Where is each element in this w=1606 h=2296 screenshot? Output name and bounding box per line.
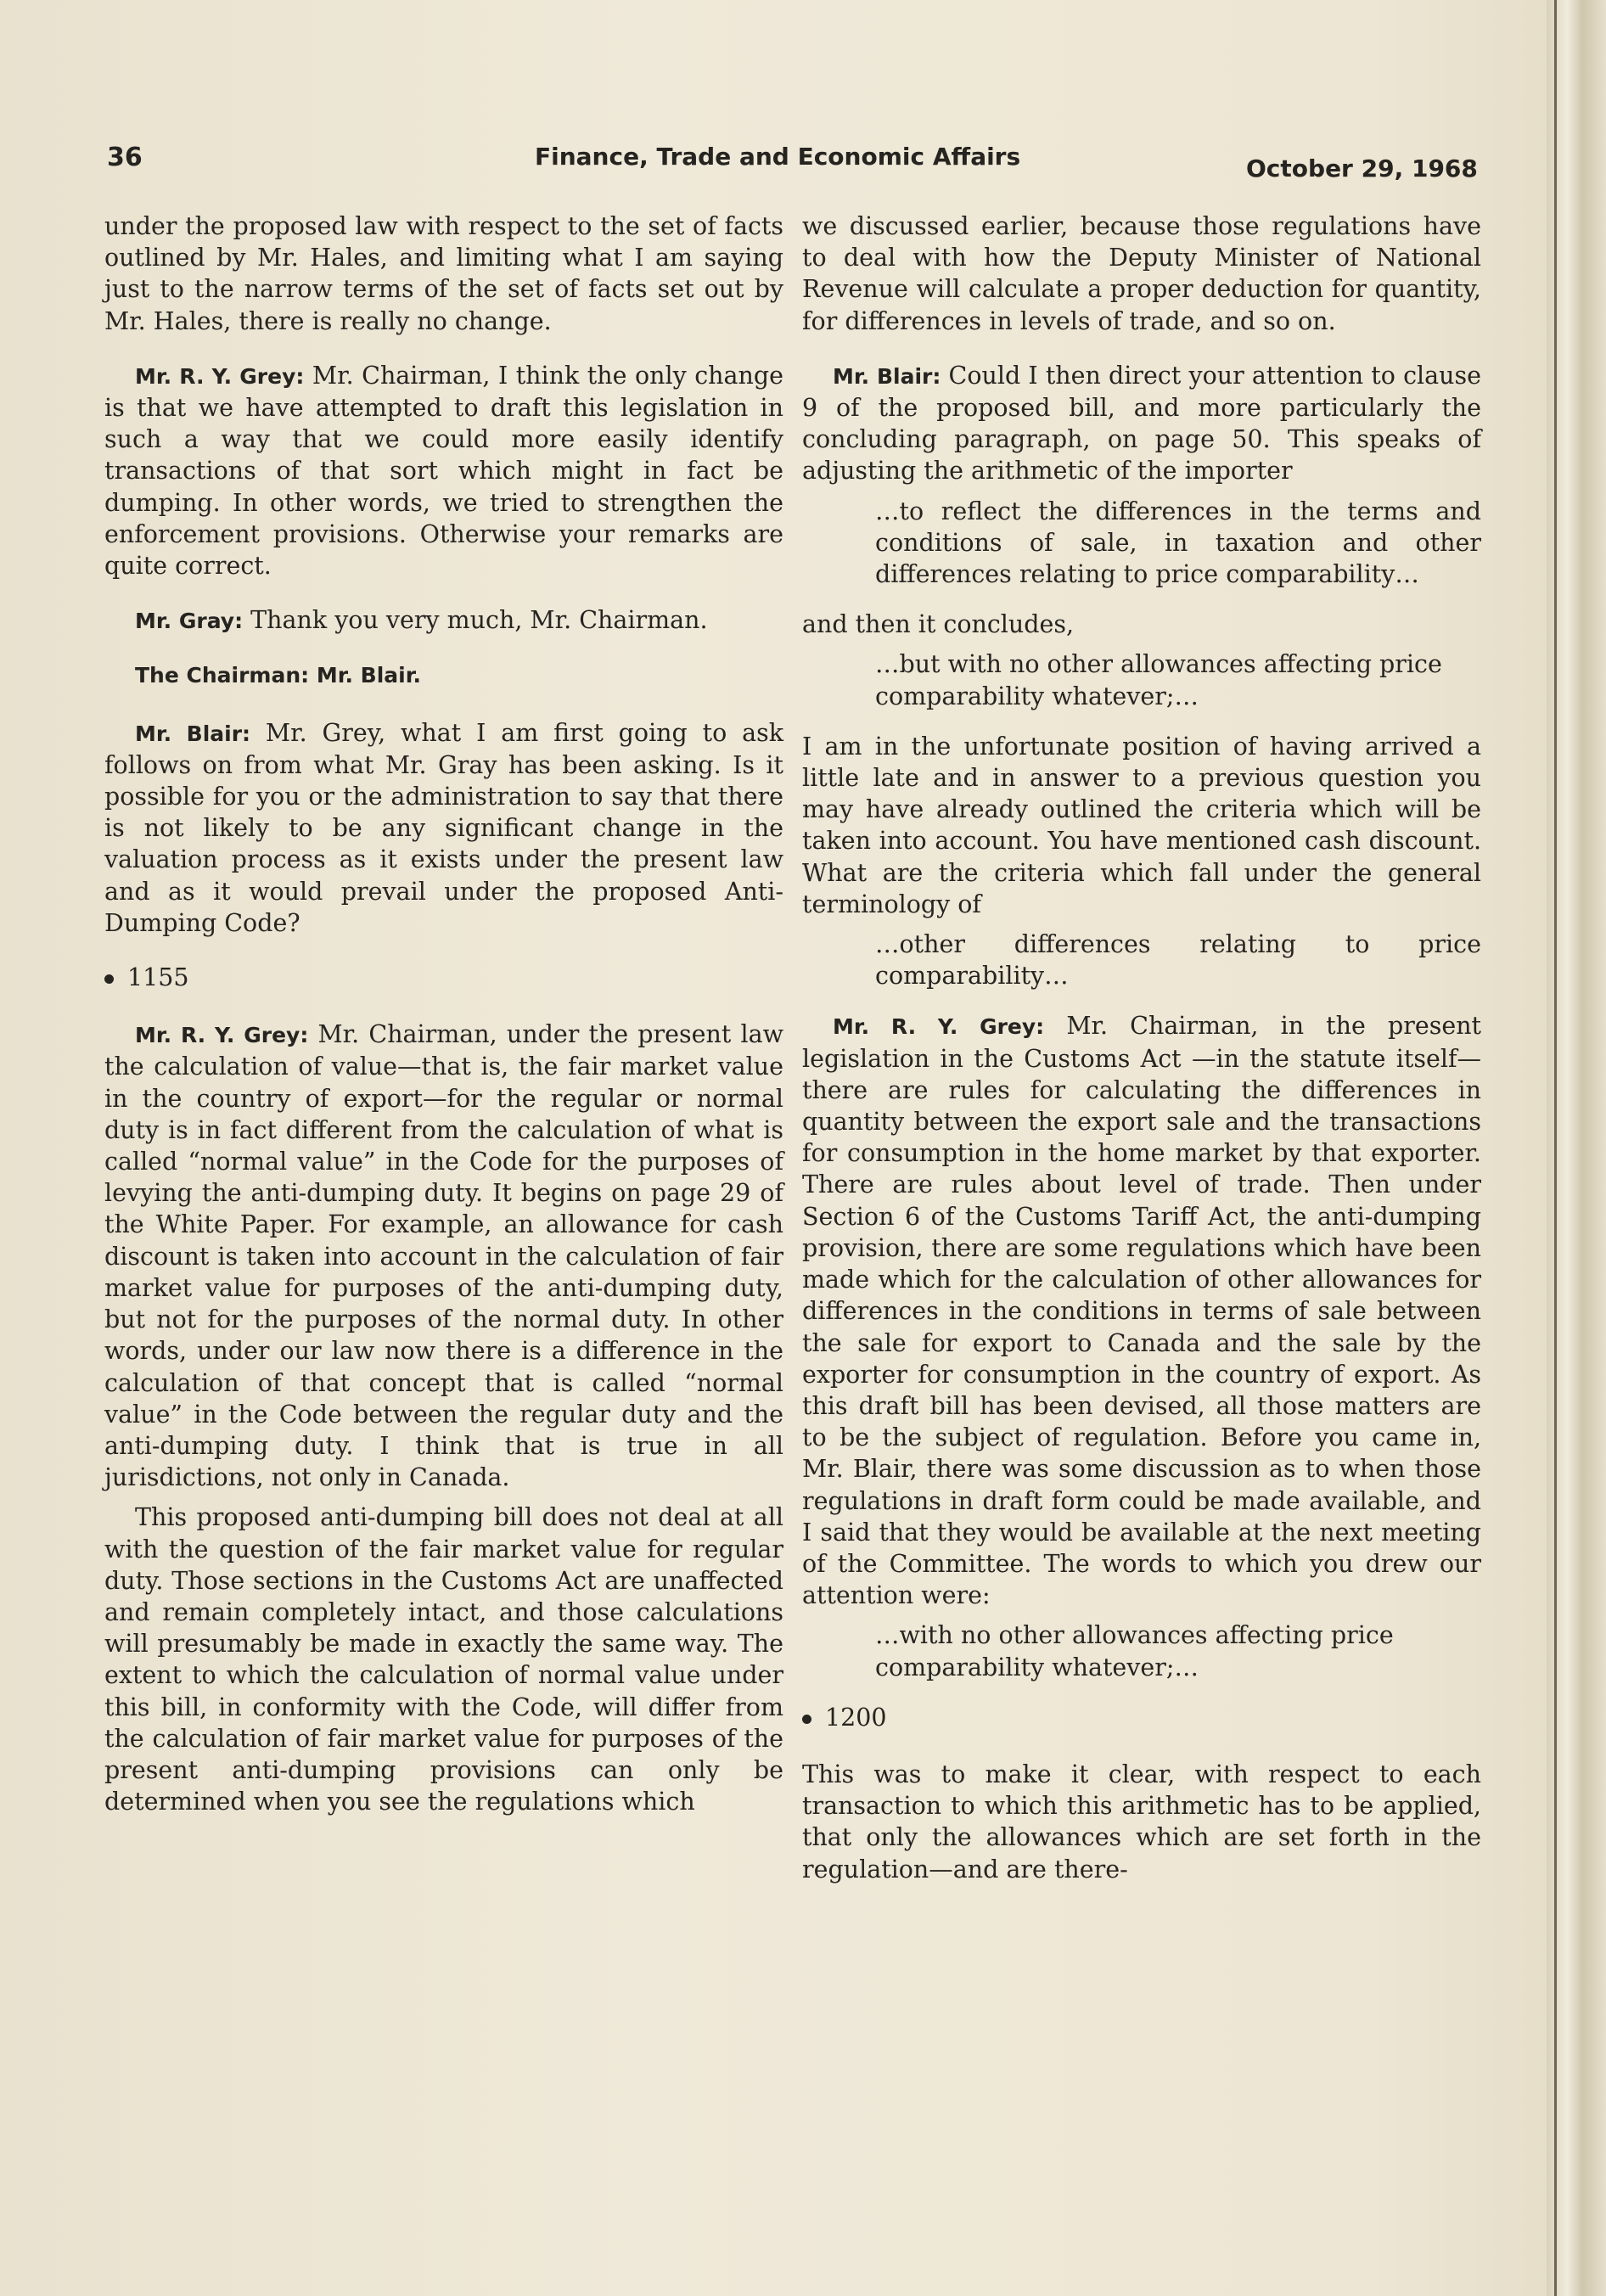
speech-text: Could I then direct your attention to clause 9 of the proposed bill, and more particularly the concluding paragraph, on page 50. This speaks of adjusting the arithmetic of the importer bbox=[802, 361, 1481, 486]
speech-text: Mr. Grey, what I am first going to ask follows on from what Mr. Gray has been asking. Is it possible for you or the administration to say that there is not likely to be any significant change in the valuation process as it exists under the present law and as it would prevail under the proposed Anti-Dumping Code? bbox=[104, 718, 784, 937]
speech-text: Mr. Chairman, I think the only change is that we have attempted to draft this legislation in such a way that we could more easily identify transactions of that sort which might in fact be dumping. In other words, we tried to strengthen the enforcement provisions. Otherwise your remarks are quite correct. bbox=[104, 361, 783, 581]
block-quote: …with no other allowances affecting price comparability whatever;… bbox=[875, 1621, 1394, 1681]
speaker-name: Mr. R. Y. Grey: bbox=[135, 1023, 309, 1048]
paragraph: This proposed anti-dumping bill does not deal at all with the question of the fair market value for regular duty. Those sections in the Customs Act are unaffected and remain completely intact, and those calculations will presumably be made in exactly the same way. The extent to which the calculation of normal value under this bill, in conformity with the Code, will differ from the calculation of fair market value for purposes of the present anti-dumping provisions can only be determined when you see the regulations which bbox=[104, 1503, 783, 1816]
page-number: 36 bbox=[107, 143, 143, 172]
left-column bbox=[104, 211, 783, 1840]
speech-paragraph bbox=[802, 1010, 1481, 1611]
paragraph: I am in the unfortunate position of having arrived a little late and in answer to a previous question you may have already outlined the criteria which will be taken into account. You have mentioned cash discount. What are the criteria which fall under the general terminology of bbox=[802, 732, 1481, 918]
speaker-name: Mr. Blair: bbox=[833, 363, 941, 389]
time-marker-label: 1155 bbox=[127, 963, 189, 992]
spine-edge bbox=[1554, 0, 1557, 2296]
speech-text: Mr. Chairman, under the present law the calculation of value—that is, the fair market value in the country of export—for the regular or normal duty is in fact different from the calculation of what is called “normal value” in the Code for the purposes of levying the anti-dumping duty. It begins on page 29 of the White Paper. For example, an allowance for cash discount is taken into account in the calculation of fair market value for purposes of the anti-dumping duty, but not for the purposes of the normal duty. In other words, under our law now there is a difference in the calculation of that concept that is called “normal value” in the Code between the regular duty and the anti-dumping duty. I think that is true in all jurisdictions, not only in Canada. bbox=[104, 1020, 784, 1492]
speaker-name: Mr. R. Y. Grey: bbox=[135, 363, 305, 389]
header-date: October 29, 1968 bbox=[1246, 154, 1478, 182]
chairman-line: The Chairman: Mr. Blair. bbox=[135, 663, 422, 688]
running-title: Finance, Trade and Economic Affairs bbox=[535, 143, 1021, 171]
block-quote: …to reflect the differences in the terms and conditions of sale, in taxation and other differences relating to price comparability… bbox=[875, 497, 1481, 589]
speech-paragraph bbox=[104, 717, 783, 939]
speaker-name: Mr. Gray: bbox=[135, 609, 244, 634]
running-header bbox=[0, 143, 1606, 185]
paragraph: under the proposed law with respect to the set of facts outlined by Mr. Hales, and limiting what I am saying just to the narrow terms of the set of facts set out by Mr. Hales, there is really no change. bbox=[104, 212, 783, 335]
speech-paragraph bbox=[104, 604, 783, 637]
speech-text: Thank you very much, Mr. Chairman. bbox=[250, 606, 708, 635]
paragraph: and then it concludes, bbox=[802, 610, 1075, 639]
speaker-name: Mr. R. Y. Grey: bbox=[833, 1014, 1045, 1040]
speech-paragraph bbox=[802, 360, 1481, 487]
paragraph: This was to make it clear, with respect to each transaction to which this arithmetic has to be applied, that only the allowances which are set forth in the regulation—and are there- bbox=[802, 1760, 1481, 1883]
block-quote: …other differences relating to price comparability… bbox=[875, 930, 1481, 991]
speech-text: Mr. Chairman, in the present legislation in the Customs Act —in the statute itself—there are rules for calculating the differences in quantity between the export sale and the transactions for consumption in the home market by that exporter. There are rules about level of trade. Then under Section 6 of the Customs Tariff Act, the anti-dumping provision, there are some regulations which have been made which for the calculation of other allowances for differences in the conditions in terms of sale between the sale for export to Canada and the sale by the exporter for consumption in the country of export. As this draft bill has been devised, all those matters are to be the subject of regulation. Before you came in, Mr. Blair, there was some discussion as to when those regulations in draft form could be made available, and I said that they would be available at the next meeting of the Committee. The words to which you drew our attention were: bbox=[802, 1012, 1481, 1610]
paragraph: we discussed earlier, because those regulations have to deal with how the Deputy Minister of National Revenue will calculate a proper deduction for quantity, for differences in levels of trade, and so on. bbox=[802, 212, 1481, 335]
block-quote: …but with no other allowances affecting price comparability whatever;… bbox=[875, 650, 1442, 710]
speech-paragraph bbox=[104, 1019, 783, 1493]
time-marker bbox=[802, 1702, 1481, 1733]
bullet-icon bbox=[104, 974, 114, 984]
bullet-icon bbox=[802, 1715, 811, 1724]
time-marker-label: 1200 bbox=[825, 1703, 887, 1732]
speech-paragraph bbox=[104, 360, 783, 581]
time-marker bbox=[104, 962, 783, 993]
speaker-name: Mr. Blair: bbox=[135, 721, 251, 746]
right-column bbox=[802, 211, 1481, 1908]
